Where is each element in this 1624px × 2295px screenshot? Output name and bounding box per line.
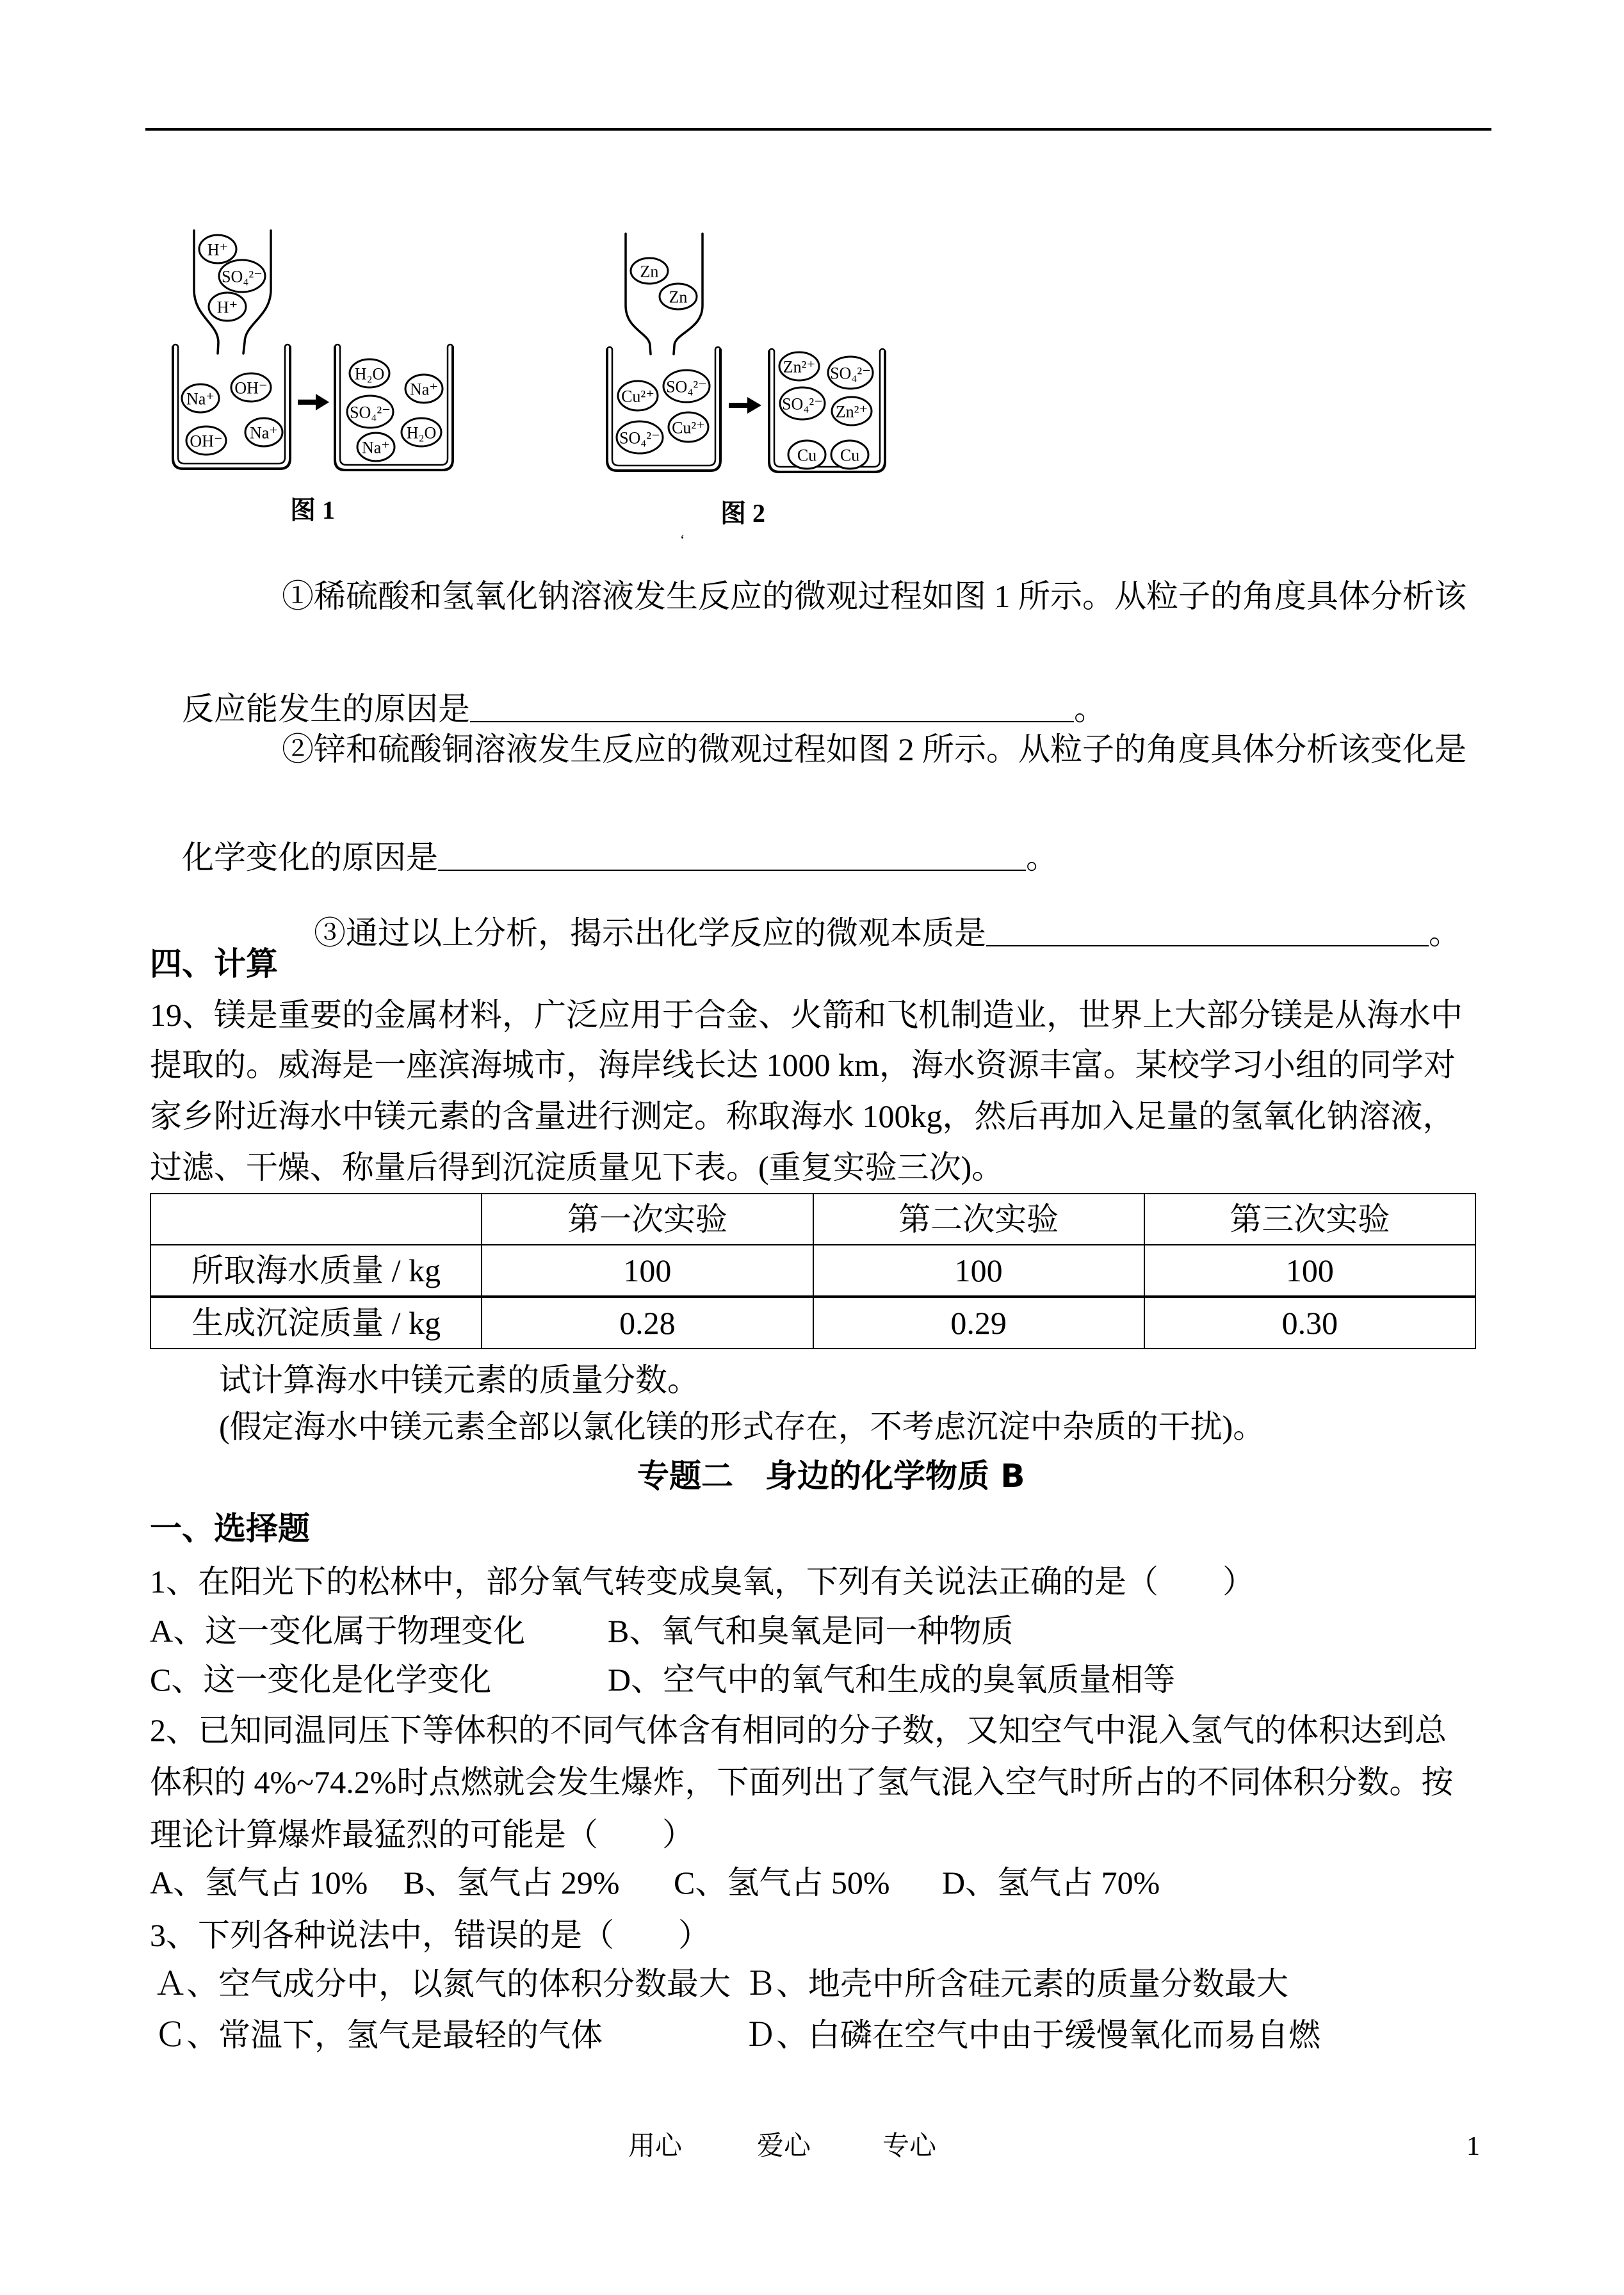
footer-motto: 专心 — [882, 2132, 937, 2161]
table-header-cell — [150, 1194, 482, 1245]
mc-question-2-stem: 体积的 4%~74.2%时点燃就会发生爆炸，下面列出了氢气混入空气时所占的不同体积分数。按 — [150, 1764, 1454, 1800]
problem-line: 提取的。威海是一座滨海城市，海岸线长达 1000 km，海水资源丰富。某校学习小组的同学对 — [150, 1047, 1456, 1083]
section-heading-choice: 一、选择题 — [150, 1510, 310, 1547]
table-header-row — [150, 1194, 1475, 1245]
assumption-text: (假定海水中镁元素全部以氯化镁的形式存在，不考虑沉淀中杂质的干扰)。 — [219, 1409, 1265, 1445]
ion-label: Zn — [669, 288, 688, 307]
option-b: Ｂ、地壳中所含硅元素的质量分数最大 — [744, 1966, 1288, 2002]
option-c: C、氢气占 50% — [674, 1865, 890, 1901]
row-label: 所取海水质量 / kg — [150, 1245, 482, 1297]
ion-label: SO₄²⁻ — [666, 377, 707, 396]
table-header-cell: 第二次实验 — [813, 1194, 1144, 1245]
ion — [231, 373, 271, 401]
ion-label: SO₄²⁻ — [350, 403, 391, 422]
experiment-table — [150, 1193, 1476, 1349]
ion — [617, 421, 663, 453]
option-c: Ｃ、常温下，氢气是最轻的气体 — [154, 2017, 603, 2053]
ion — [402, 418, 441, 446]
table-cell: 0.29 — [813, 1297, 1144, 1349]
ion — [669, 412, 708, 442]
table-header-cell: 第一次实验 — [482, 1194, 813, 1245]
ion — [828, 357, 873, 389]
question-1-text: 反应能发生的原因是 — [182, 691, 470, 727]
option-a: A、这一变化属于物理变化 — [150, 1613, 526, 1649]
problem-line: 19、镁是重要的金属材料，广泛应用于合金、火箭和飞机制造业，世界上大部分镁是从海水中 — [150, 997, 1463, 1033]
period: 。 — [1074, 691, 1106, 727]
ion — [788, 441, 825, 469]
ion — [245, 418, 282, 446]
ion-label: Cu²⁺ — [621, 387, 654, 406]
option-d: D、空气中的氧气和生成的臭氧质量相等 — [608, 1662, 1176, 1698]
ion-label: Cu — [840, 446, 860, 465]
figure-2-caption: 图 2 — [720, 499, 765, 528]
ion — [357, 433, 394, 461]
ion-label: SO₄²⁻ — [222, 267, 263, 286]
option-b: B、氧气和臭氧是同一种物质 — [608, 1613, 1014, 1649]
ion — [832, 397, 872, 425]
beaker-before — [607, 347, 720, 471]
table-cell: 0.30 — [1144, 1297, 1475, 1349]
answer-blank — [470, 695, 1074, 722]
ion-label: H₂O — [406, 423, 437, 442]
ion — [631, 258, 668, 284]
ion-label: Cu — [797, 446, 817, 465]
period: 。 — [1026, 839, 1058, 875]
mc-question-1-stem: 1、在阳光下的松林中，部分氧气转变成臭氧，下列有关说法正确的是（ ） — [150, 1564, 1255, 1600]
question-3-line — [282, 885, 1461, 981]
task-text: 试计算海水中镁元素的质量分数。 — [219, 1362, 699, 1398]
answer-blank — [438, 844, 1026, 871]
ion — [663, 370, 710, 402]
row-label: 生成沉淀质量 / kg — [150, 1297, 482, 1349]
ion-label: Zn²⁺ — [835, 402, 868, 421]
question-2-line-1: ②锌和硫酸铜溶液发生反应的微观过程如图 2 所示。从粒子的角度具体分析该变化是 — [282, 731, 1466, 767]
mc-question-2-stem: 2、已知同温同压下等体积的不同气体含有相同的分子数，又知空气中混入氢气的体积达到总 — [150, 1712, 1447, 1748]
ion-label: SO₄²⁻ — [619, 428, 660, 448]
ion — [182, 384, 219, 412]
ion-label: SO₄²⁻ — [782, 394, 823, 414]
ion-label: H₂O — [354, 364, 385, 384]
question-3-text: ③通过以上分析，揭示出化学反应的微观本质是 — [314, 915, 986, 951]
reaction-figures — [0, 0, 961, 564]
mc-question-2-stem: 理论计算爆炸最猛烈的可能是（ ） — [150, 1817, 694, 1853]
table-header-cell: 第三次实验 — [1144, 1194, 1475, 1245]
arrow-right-icon — [729, 397, 761, 414]
ion — [831, 441, 868, 469]
table-cell: 0.28 — [482, 1297, 813, 1349]
period: 。 — [1429, 915, 1461, 951]
problem-line: 家乡附近海水中镁元素的含量进行测定。称取海水 100kg，然后再加入足量的氢氧化钠溶液， — [150, 1098, 1455, 1134]
ion-label: Cu²⁺ — [672, 418, 705, 437]
page-number: 1 — [1466, 2132, 1480, 2161]
option-b: B、氢气占 29% — [403, 1865, 620, 1901]
table-cell: 100 — [813, 1245, 1144, 1297]
ion-label: H⁺ — [216, 298, 238, 317]
question-1-line-1: ①稀硫酸和氢氧化钠溶液发生反应的微观过程如图 1 所示。从粒子的角度具体分析该 — [282, 578, 1466, 614]
footer-motto: 用心 — [628, 2132, 683, 2161]
ion — [219, 260, 265, 292]
ion — [618, 381, 658, 410]
table-row — [150, 1297, 1475, 1349]
section-heading-calculation: 四、计算 — [150, 945, 278, 982]
table-row — [150, 1245, 1475, 1297]
question-2-text: 化学变化的原因是 — [182, 839, 438, 875]
ion-label: Na⁺ — [409, 380, 439, 399]
option-a: Ａ、空气成分中，以氮气的体积分数最大 — [154, 1966, 731, 2002]
table-cell: 100 — [482, 1245, 813, 1297]
ion-label: OH⁻ — [190, 432, 223, 451]
ion-label: H⁺ — [207, 240, 229, 259]
option-d: D、氢气占 70% — [942, 1865, 1160, 1901]
answer-blank — [986, 920, 1429, 946]
ion-label: Na⁺ — [249, 423, 279, 442]
ion — [199, 235, 236, 263]
ion-label: Zn — [640, 262, 659, 281]
ion — [347, 396, 393, 428]
mc-question-3-stem: 3、下列各种说法中，错误的是（ ） — [150, 1917, 710, 1953]
ion — [780, 387, 825, 419]
stray-mark: ‘ — [680, 531, 685, 547]
ion — [186, 426, 226, 455]
topic-title: 专题二 身边的化学物质 B — [637, 1457, 1025, 1495]
ion — [660, 284, 697, 309]
footer-motto: 爱心 — [757, 2132, 811, 2161]
option-c: C、这一变化是化学变化 — [150, 1662, 492, 1698]
ion — [209, 293, 246, 321]
table-cell: 100 — [1144, 1245, 1475, 1297]
ion-label: Zn²⁺ — [783, 357, 816, 377]
figure-1-caption: 图 1 — [290, 496, 335, 524]
arrow-right-icon — [298, 394, 329, 410]
option-a: A、氢气占 10% — [150, 1865, 368, 1901]
ion-label: Na⁺ — [186, 389, 215, 409]
ion — [405, 375, 443, 403]
option-d: Ｄ、白磷在空气中由于缓慢氧化而易自燃 — [744, 2017, 1320, 2053]
ion — [779, 352, 819, 380]
ion-label: Na⁺ — [361, 438, 391, 457]
problem-line: 过滤、干燥、称量后得到沉淀质量见下表。(重复实验三次)。 — [150, 1149, 1004, 1185]
ion-label: SO₄²⁻ — [830, 364, 871, 383]
ion-label: OH⁻ — [234, 378, 268, 398]
ion — [350, 359, 389, 387]
